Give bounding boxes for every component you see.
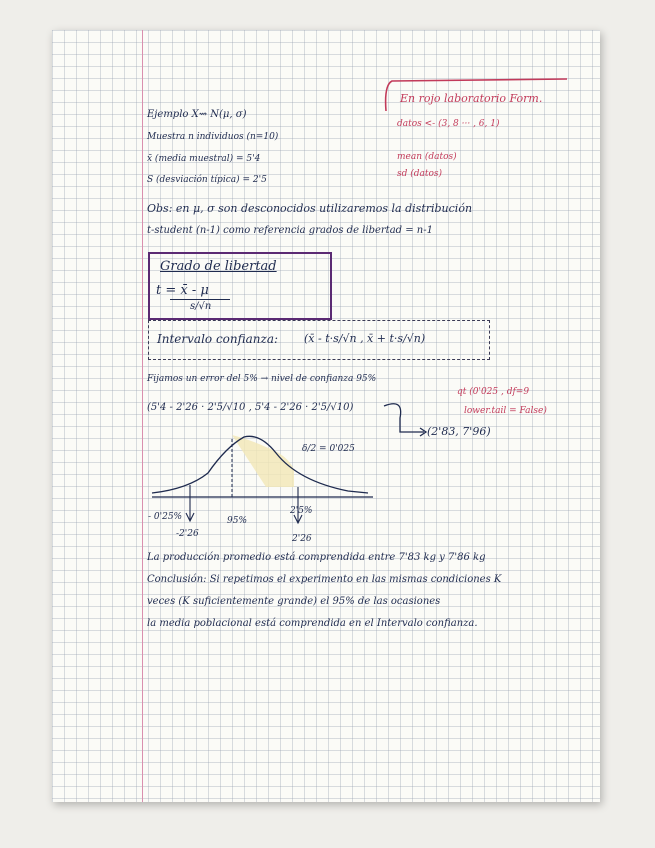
notebook-page (52, 30, 600, 802)
alpha-half-label: δ/2 = 0'025 (302, 444, 355, 454)
conclusion-line-3: veces (K suficientemente grande) el 95% de las ocasiones (147, 596, 441, 607)
calc-expression: (5'4 - 2'26 · 2'5/√10 , 5'4 - 2'26 · 2'5/√10) (147, 402, 354, 413)
conclusion-line-4: la media poblacional está comprendida en el Intervalo confianza. (147, 618, 478, 629)
fraction-bar (170, 299, 230, 300)
right-tail-pct: 2'5% (290, 506, 313, 516)
t-formula-numerator: t = x̄ - μ (156, 283, 209, 298)
intervalo-formula: (x̄ - t·s/√n , x̄ + t·s/√n) (304, 332, 426, 345)
intervalo-confianza-box (148, 320, 490, 360)
right-critical-t: 2'26 (292, 534, 312, 544)
intervalo-label: Intervalo confianza: (157, 332, 279, 346)
example-line-1: Ejemplo X⇝ N(μ, σ) (147, 109, 247, 120)
margin-line (142, 30, 143, 802)
lab-box-line-3: sd (datos) (397, 169, 443, 179)
t-distribution-curve (148, 425, 388, 515)
calc-result: (2'83, 7'96) (427, 425, 491, 438)
qt-note-line-2: lower.tail = False) (464, 406, 547, 416)
example-line-2: Muestra n individuos (n=10) (147, 132, 279, 142)
obs-line-1: Obs: en μ, σ son desconocidos utilizaremos la distribución (147, 202, 473, 215)
lab-box-line-1: datos <- (3, 8 ··· , 6, 1) (397, 119, 500, 129)
center-pct: 95% (227, 516, 248, 526)
grado-libertad-box (148, 252, 332, 320)
example-line-4: S (desviación típica) = 2'5 (147, 175, 267, 185)
t-formula-denominator: s/√n (190, 301, 212, 312)
lab-box-line-2: mean (datos) (397, 152, 457, 162)
lab-box-title: En rojo laboratorio Form. (400, 92, 543, 105)
left-tail-pct: - 0'25% (148, 512, 183, 522)
conclusion-line-2: Conclusión: Si repetimos el experimento en las mismas condiciones K (147, 574, 502, 585)
conclusion-line-1: La producción promedio está comprendida entre 7'83 kg y 7'86 kg (147, 552, 486, 563)
example-line-3: x̄ (media muestral) = 5'4 (147, 154, 261, 164)
result-arrow (382, 398, 432, 438)
fijamos-line: Fijamos un error del 5% → nivel de confianza 95% (147, 374, 377, 384)
obs-line-2: t-student (n-1) como referencia grados de libertad = n-1 (147, 225, 433, 236)
qt-note-line-1: qt (0'025 , df=9 (457, 387, 530, 397)
grado-libertad-title: Grado de libertad (160, 259, 277, 274)
left-critical-t: -2'26 (176, 529, 199, 539)
